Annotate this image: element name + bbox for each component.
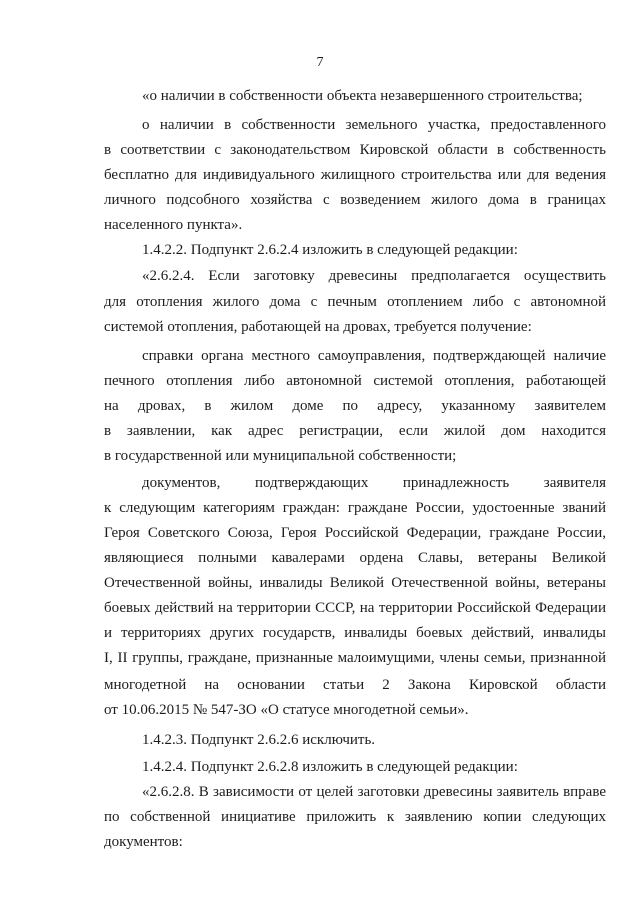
text-line: для отопления жилого дома с печным отоплением либо с автономной <box>104 294 606 310</box>
text-line: I, II группы, граждане, признанные малоимущими, члены семьи, признанной <box>104 650 606 666</box>
page-number: 7 <box>316 55 324 70</box>
text-line: боевых действий на территории СССР, на территории Российской Федерации <box>104 600 606 616</box>
text-line: являющиеся полными кавалерами ордена Славы, ветераны Великой <box>104 550 606 566</box>
text-line: 1.4.2.2. Подпункт 2.6.2.4 изложить в следующей редакции: <box>142 242 518 258</box>
text-line: печного отопления либо автономной системой отопления, работающей <box>104 373 606 389</box>
text-line: по собственной инициативе приложить к заявлению копии следующих <box>104 809 606 825</box>
text-line: документов: <box>104 834 183 850</box>
text-line: Отечественной войны, инвалиды Великой Отечественной войны, ветераны <box>104 575 606 591</box>
text-line: 1.4.2.3. Подпункт 2.6.2.6 исключить. <box>142 732 376 748</box>
text-line: «о наличии в собственности объекта незавершенного строительства; <box>142 88 583 104</box>
text-line: системой отопления, работающей на дровах, требуется получение: <box>104 319 532 335</box>
text-line: в государственной или муниципальной собственности; <box>104 448 457 464</box>
text-line: от 10.06.2015 № 547-ЗО «О статусе многодетной семьи». <box>104 702 469 718</box>
text-line: населенного пункта». <box>104 217 243 233</box>
text-line: Героя Советского Союза, Героя Российской Федерации, граждане России, <box>104 525 606 541</box>
text-line: справки органа местного самоуправления, подтверждающей наличие <box>142 348 606 364</box>
text-line: личного подсобного хозяйства с возведением жилого дома в границах <box>104 192 606 208</box>
text-line: и территориях других государств, инвалиды боевых действий, инвалиды <box>104 625 606 641</box>
text-line: многодетной на основании статьи 2 Закона Кировской области <box>104 677 606 693</box>
text-line: в соответствии с законодательством Кировской области в собственность <box>104 142 606 158</box>
text-line: бесплатно для индивидуального жилищного строительства или для ведения <box>104 167 606 183</box>
text-line: на дровах, в жилом доме по адресу, указанному заявителем <box>104 398 606 414</box>
text-line: «2.6.2.8. В зависимости от целей заготовки древесины заявитель вправе <box>142 784 606 800</box>
text-line: в заявлении, как адрес регистрации, если жилой дом находится <box>104 423 606 439</box>
text-line: «2.6.2.4. Если заготовку древесины предполагается осуществить <box>142 268 606 284</box>
text-line: о наличии в собственности земельного участка, предоставленного <box>142 117 606 133</box>
text-line: к следующим категориям граждан: граждане России, удостоенные званий <box>104 500 606 516</box>
text-line: документов, подтверждающих принадлежность заявителя <box>142 475 606 491</box>
text-line: 1.4.2.4. Подпункт 2.6.2.8 изложить в следующей редакции: <box>142 759 518 775</box>
